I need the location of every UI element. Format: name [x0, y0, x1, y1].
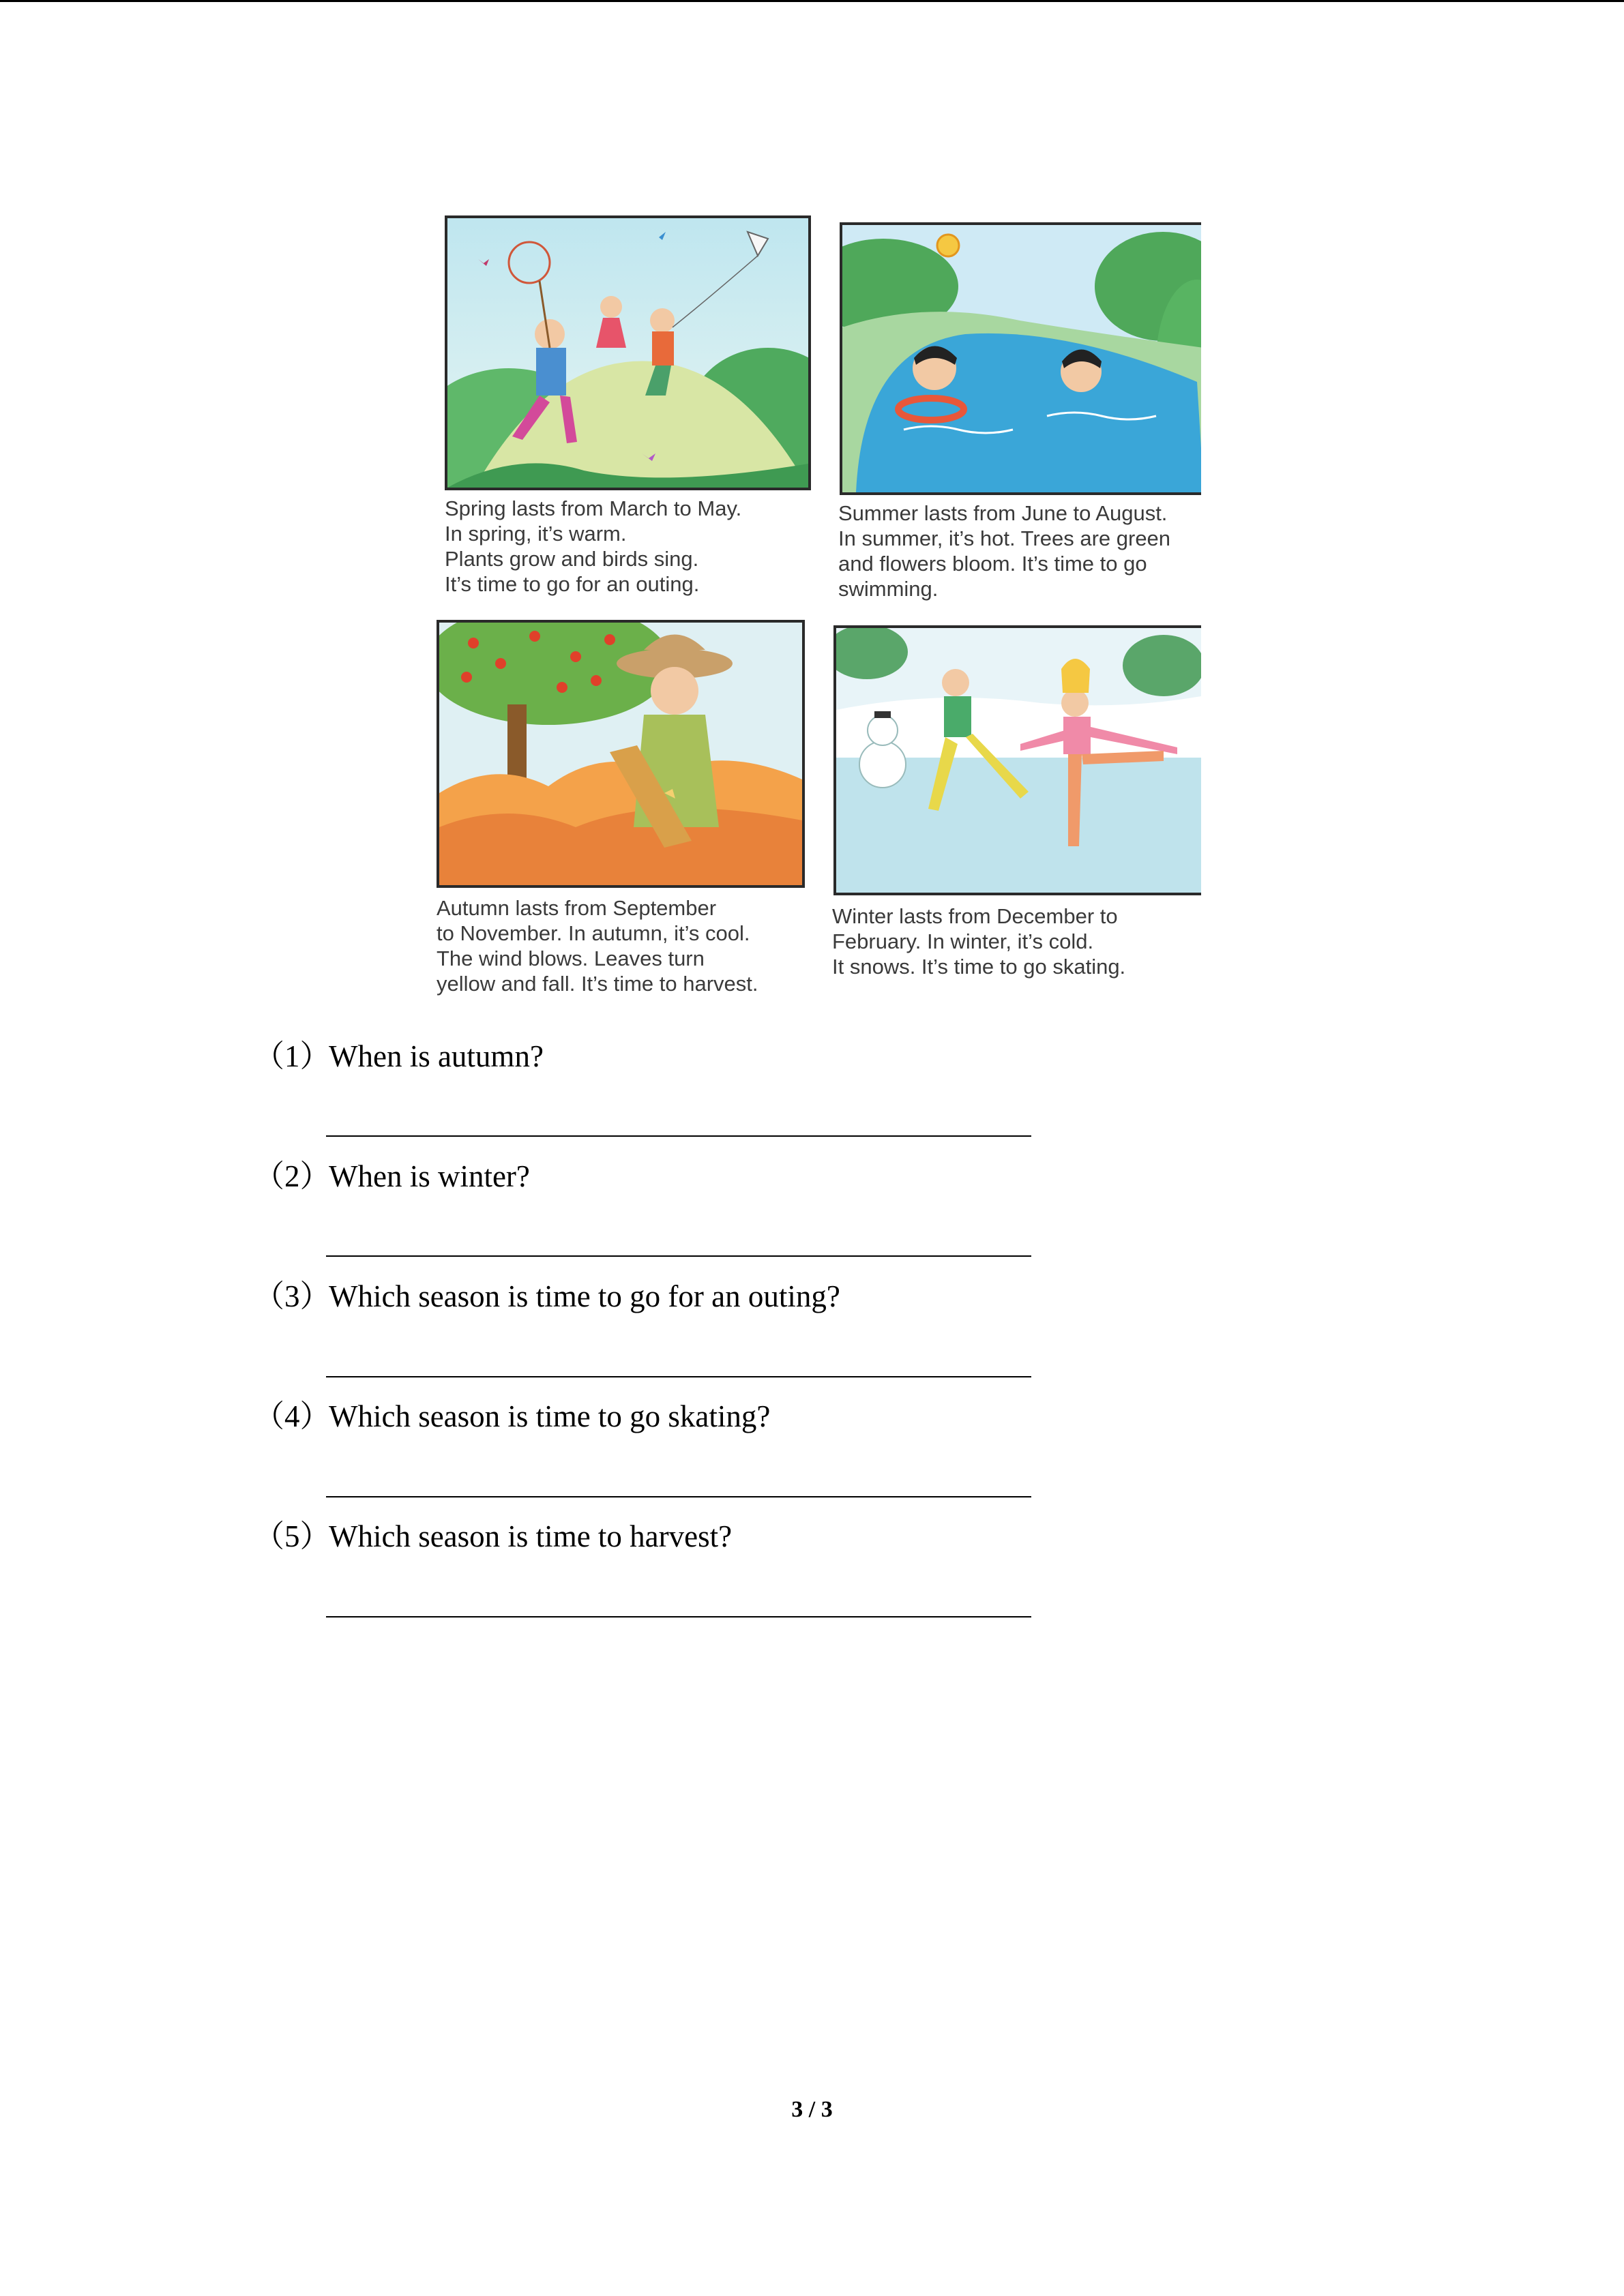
- question-text: Which season is time to harvest?: [329, 1519, 733, 1553]
- question-3: [254, 1278, 840, 1315]
- answer-line-1[interactable]: [326, 1135, 1031, 1137]
- summer-caption: [838, 501, 1170, 601]
- autumn-scene-icon: [439, 623, 802, 885]
- spring-illustration: [445, 215, 811, 490]
- caption-line: Autumn lasts from September: [437, 896, 717, 920]
- winter-illustration: [833, 625, 1201, 895]
- question-text: When is autumn?: [329, 1039, 544, 1073]
- caption-line: In summer, it’s hot. Trees are green: [838, 526, 1171, 550]
- caption-line: The wind blows. Leaves turn: [437, 946, 705, 970]
- question-4: [254, 1398, 770, 1435]
- answer-line-3[interactable]: [326, 1376, 1031, 1377]
- caption-line: Plants grow and birds sing.: [445, 547, 699, 571]
- caption-line: In spring, it’s warm.: [445, 522, 627, 546]
- winter-caption: [832, 904, 1125, 979]
- question-text: When is winter?: [329, 1159, 530, 1193]
- answer-line-2[interactable]: [326, 1255, 1031, 1257]
- question-number: （2）: [254, 1159, 331, 1193]
- summer-illustration: [840, 222, 1201, 495]
- question-number: （5）: [254, 1519, 331, 1553]
- caption-line: to November. In autumn, it’s cool.: [437, 921, 750, 945]
- summer-scene-icon: [842, 225, 1201, 492]
- caption-line: It snows. It’s time to go skating.: [832, 955, 1126, 979]
- caption-line: February. In winter, it’s cold.: [832, 929, 1094, 953]
- autumn-illustration: [437, 620, 805, 888]
- caption-line: yellow and fall. It’s time to harvest.: [437, 972, 758, 996]
- caption-line: and flowers bloom. It’s time to go: [838, 552, 1147, 576]
- question-number: （3）: [254, 1279, 331, 1313]
- caption-line: Winter lasts from December to: [832, 904, 1118, 928]
- page-number: 3 / 3: [791, 2097, 833, 2122]
- question-number: （4）: [254, 1399, 331, 1433]
- autumn-caption: [437, 895, 758, 996]
- winter-scene-icon: [836, 628, 1201, 893]
- spring-scene-icon: [447, 218, 808, 488]
- question-2: [254, 1158, 530, 1195]
- page-top-border: [0, 0, 1624, 2]
- answer-line-4[interactable]: [326, 1496, 1031, 1497]
- spring-caption: [445, 496, 741, 597]
- question-number: （1）: [254, 1039, 331, 1073]
- caption-line: swimming.: [838, 577, 939, 601]
- caption-line: Spring lasts from March to May.: [445, 496, 742, 520]
- question-text: Which season is time to go for an outing?: [329, 1279, 840, 1313]
- caption-line: Summer lasts from June to August.: [838, 501, 1168, 525]
- answer-line-5[interactable]: [326, 1616, 1031, 1617]
- question-text: Which season is time to go skating?: [329, 1399, 771, 1433]
- question-5: [254, 1518, 732, 1555]
- question-1: [254, 1038, 544, 1075]
- caption-line: It’s time to go for an outing.: [445, 572, 700, 596]
